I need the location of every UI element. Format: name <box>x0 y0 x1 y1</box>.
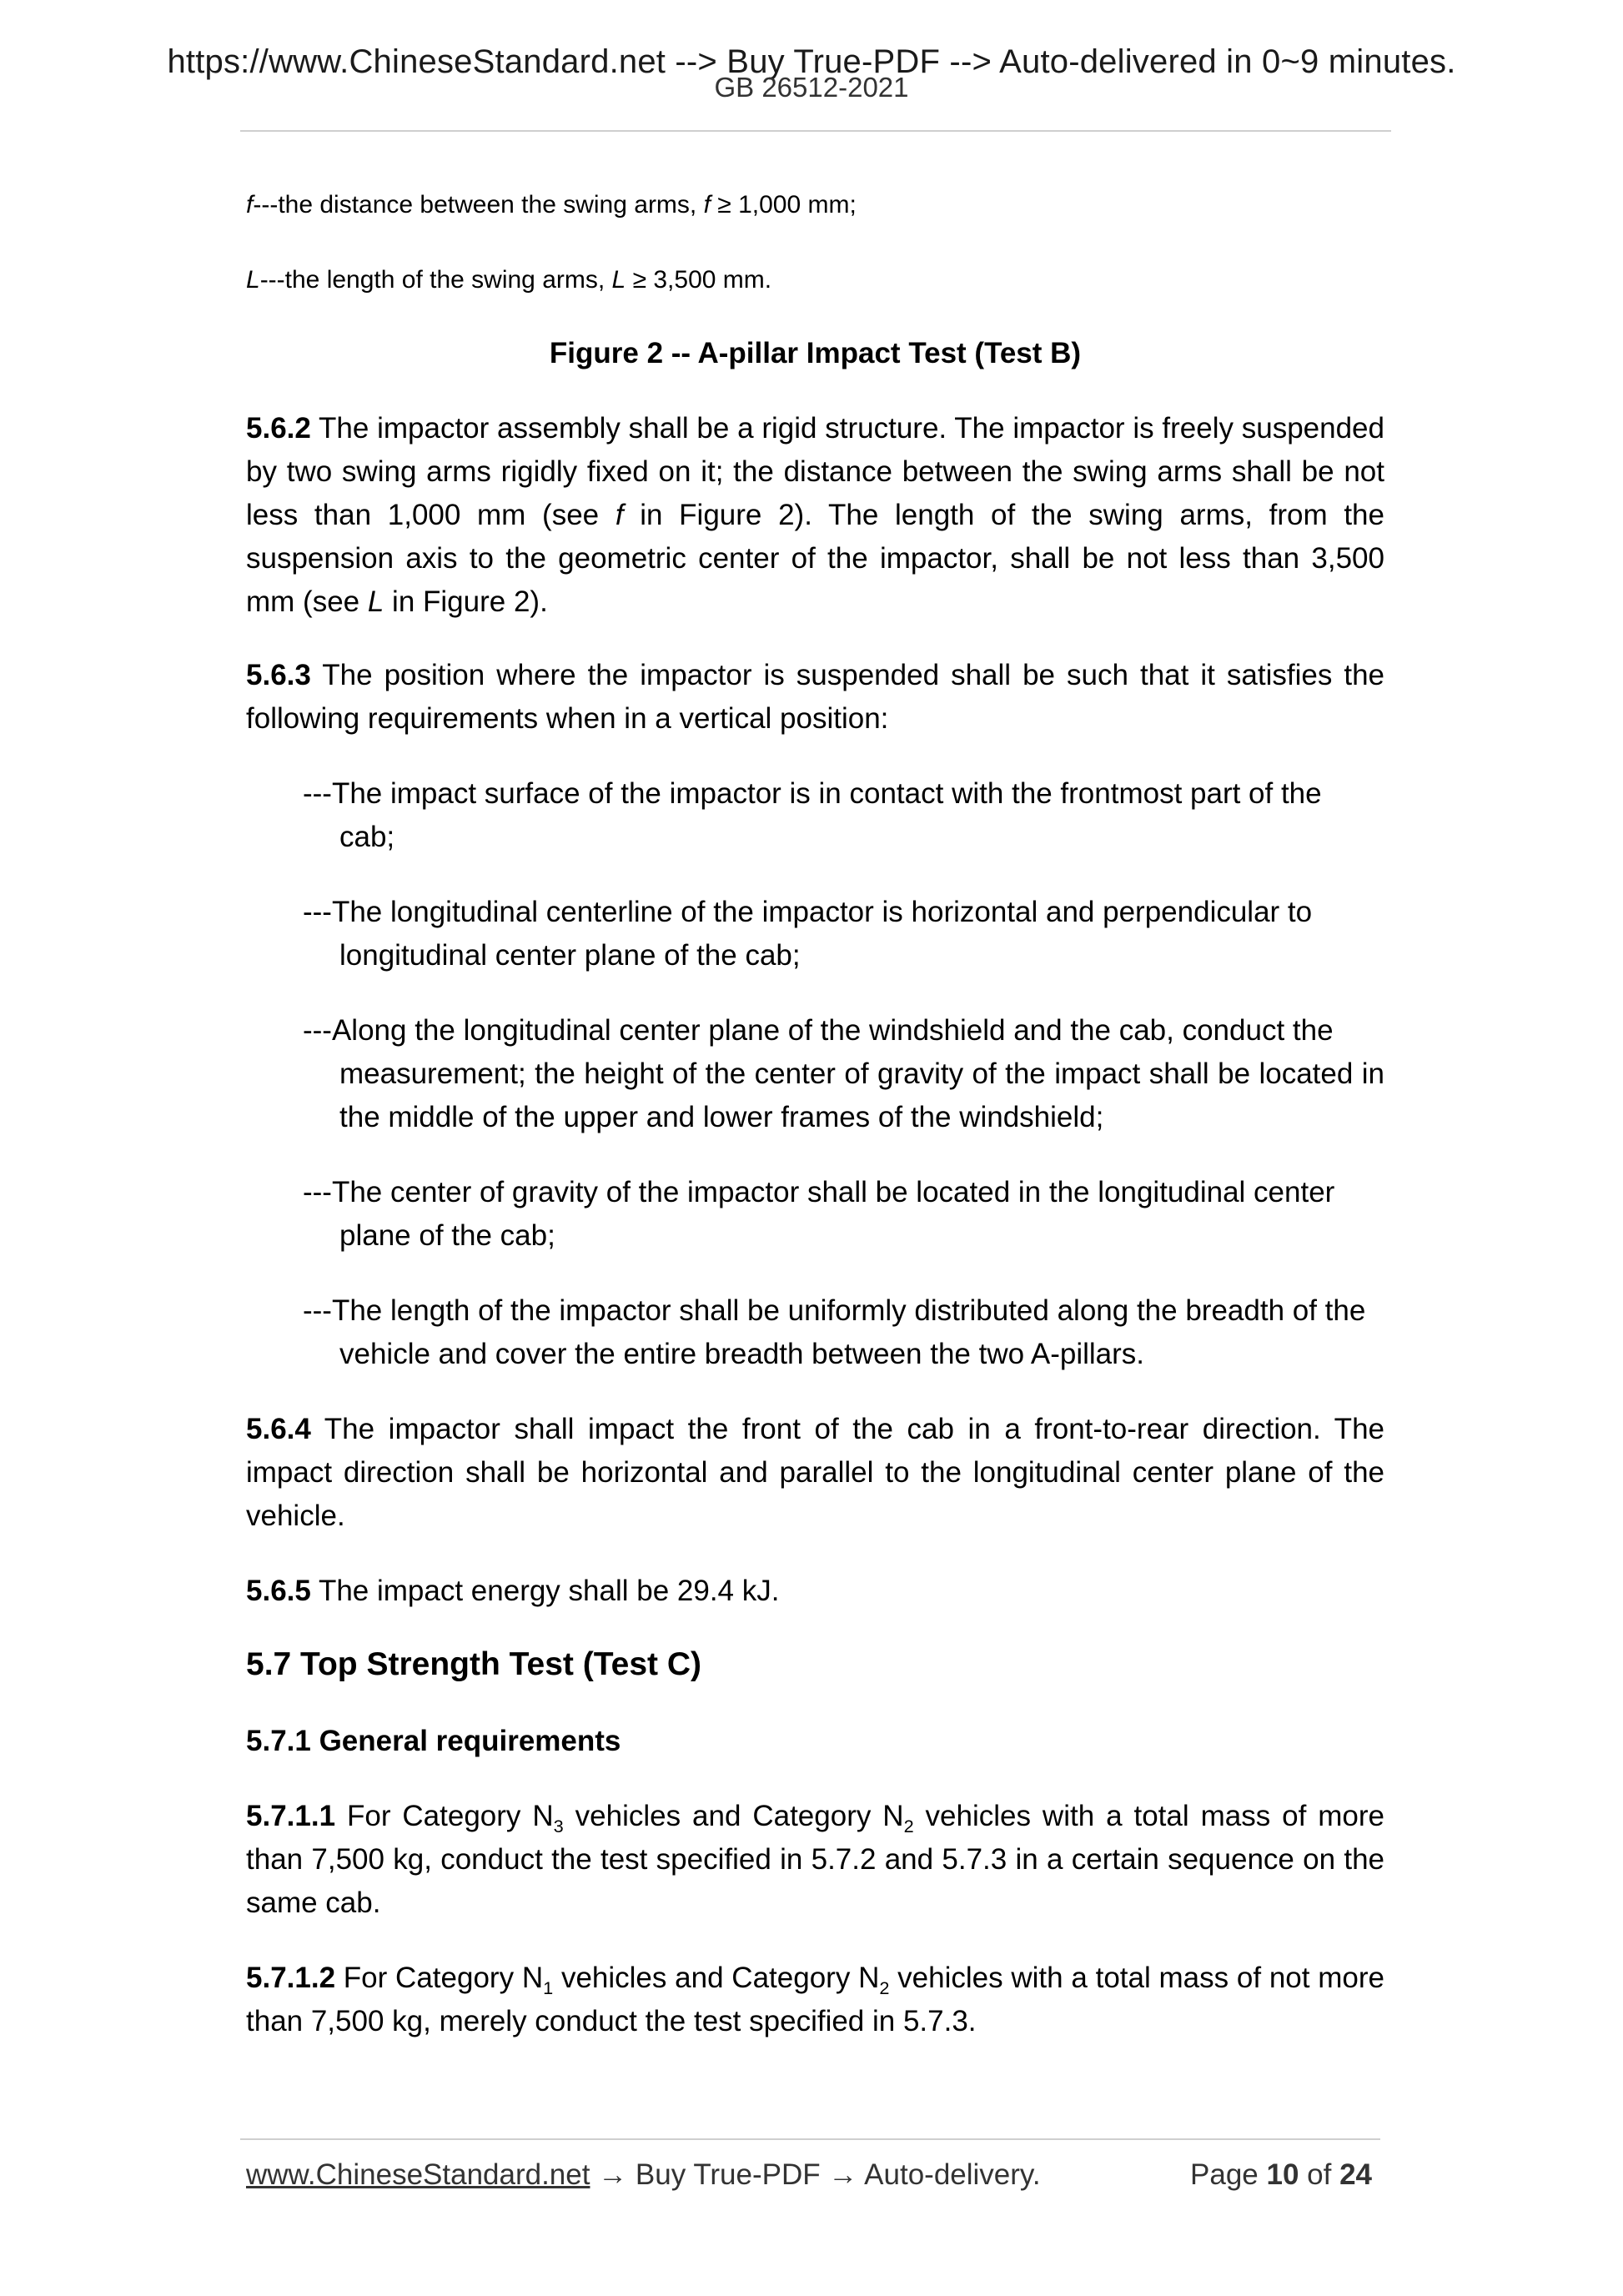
requirement-item <box>303 891 1384 977</box>
section-text: in Figure 2). <box>384 585 548 618</box>
section-text: The impact energy shall be 29.4 kJ. <box>310 1575 780 1607</box>
section-text: in Figure 2). The length of the swing arms, from the suspension axis to the geometric center of the impactor, shall be not less than 3,500 mm (see <box>246 499 1384 618</box>
section-5-7-1-1 <box>246 1795 1384 1925</box>
category-subscript: 2 <box>903 1816 914 1836</box>
category-subscript: 1 <box>543 1977 554 1998</box>
figure-caption: Figure 2 -- A-pillar Impact Test (Test B) <box>549 337 1082 369</box>
requirement-continuation: cab; <box>339 821 395 853</box>
section-number: 5.6.5 <box>246 1575 311 1607</box>
header-banner-link[interactable]: https://www.ChineseStandard.net --> Buy True-PDF --> Auto-delivered in 0~9 minutes. <box>167 43 1456 80</box>
legend-L-value: ≥ 3,500 mm. <box>626 266 772 294</box>
requirement-item <box>303 772 1384 859</box>
requirement-item <box>303 1171 1384 1258</box>
legend-f <box>246 183 1384 227</box>
page-number: 10 <box>1266 2158 1299 2191</box>
legend-f-value: ≥ 1,000 mm; <box>710 191 857 219</box>
legend-L-cond: L <box>611 266 626 294</box>
section-text: vehicles and Category N <box>553 1962 880 1994</box>
legend-f-var: f <box>246 191 254 219</box>
section-number: 5.7.1.1 <box>246 1800 336 1832</box>
requirement-continuation: longitudinal center plane of the cab; <box>339 939 801 972</box>
page-footer <box>246 2158 1380 2192</box>
requirement-continuation: plane of the cab; <box>339 1219 555 1252</box>
requirement-first-line: ---The longitudinal centerline of the impactor is horizontal and perpendicular to <box>303 896 1313 928</box>
header-divider <box>240 130 1391 132</box>
footer-site-link[interactable]: www.ChineseStandard.net <box>246 2158 590 2191</box>
heading-5-7: 5.7 Top Strength Test (Test C) <box>246 1646 702 1682</box>
document-number: GB 26512-2021 <box>714 72 909 103</box>
legend-f-text: ---the distance between the swing arms, <box>253 191 704 219</box>
footer-tagline: → Buy True-PDF → Auto-delivery. <box>590 2158 1041 2191</box>
legend-L <box>246 259 1384 302</box>
requirement-first-line: ---The length of the impactor shall be uniformly distributed along the breadth of the <box>303 1294 1366 1327</box>
variable-L: L <box>367 585 384 618</box>
section-number: 5.6.4 <box>246 1413 311 1445</box>
section-5-7-1-2 <box>246 1957 1384 2043</box>
requirement-first-line: ---The center of gravity of the impactor shall be located in the longitudinal center <box>303 1176 1335 1208</box>
heading-5-7-1: 5.7.1 General requirements <box>246 1725 621 1757</box>
section-text: vehicles with a total mass of more than 7,500 kg, conduct the test specified in 5.7.2 and 5.7.3 in a certain sequence on the same cab. <box>246 1800 1384 1919</box>
requirement-item <box>303 1289 1384 1376</box>
page-total: 24 <box>1339 2158 1372 2191</box>
section-5-6-2 <box>246 407 1384 624</box>
section-5-6-4 <box>246 1408 1384 1538</box>
requirement-continuation: measurement; the height of the center of gravity of the impact shall be located in the middle of the upper and lower frames of the windshield; <box>339 1058 1384 1133</box>
requirement-item <box>303 1009 1384 1139</box>
page-label: Page <box>1190 2158 1267 2191</box>
requirement-first-line: ---Along the longitudinal center plane of the windshield and the cab, conduct the <box>303 1014 1334 1047</box>
section-text: The position where the impactor is suspended shall be such that it satisfies the following requirements when in a vertical position: <box>246 659 1384 735</box>
requirement-continuation: vehicle and cover the entire breadth between the two A-pillars. <box>339 1338 1145 1370</box>
section-text: The impactor shall impact the front of the cab in a front-to-rear direction. The impact direction shall be horizontal and parallel to the longitudinal center plane of the vehicle. <box>246 1413 1384 1532</box>
section-5-6-5 <box>246 1570 1384 1613</box>
variable-f: f <box>615 499 624 531</box>
section-text: For Category N <box>335 1962 544 1994</box>
page-of-label: of <box>1299 2158 1340 2191</box>
section-5-6-3 <box>246 654 1384 741</box>
category-subscript: 2 <box>879 1977 890 1998</box>
requirement-first-line: ---The impact surface of the impactor is in contact with the frontmost part of the <box>303 777 1322 810</box>
page-indicator <box>1190 2158 1372 2192</box>
section-number: 5.7.1.2 <box>246 1962 336 1994</box>
category-subscript: 3 <box>553 1816 564 1836</box>
legend-L-var: L <box>246 266 260 294</box>
section-text: vehicles and Category N <box>563 1800 904 1832</box>
legend-f-cond: f <box>703 191 711 219</box>
section-text: For Category N <box>335 1800 554 1832</box>
section-number: 5.6.2 <box>246 412 311 445</box>
footer-divider <box>240 2138 1380 2140</box>
legend-L-text: ---the length of the swing arms, <box>259 266 612 294</box>
section-number: 5.6.3 <box>246 659 311 691</box>
section-text: vehicles with a total mass of not more than 7,500 kg, merely conduct the test specified in 5.7.3. <box>246 1962 1384 2037</box>
section-text: The impactor assembly shall be a rigid structure. The impactor is freely suspended by two swing arms rigidly fixed on it; the distance between the swing arms shall be not less than 1,000 mm (see <box>246 412 1384 531</box>
